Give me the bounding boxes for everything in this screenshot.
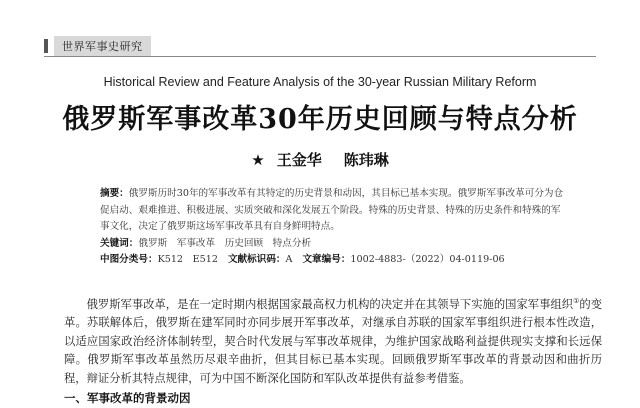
clc-value: K512 E512 bbox=[157, 254, 218, 265]
doc-code-label: 文献标识码： bbox=[227, 254, 286, 265]
clc-label: 中图分类号： bbox=[100, 254, 158, 265]
body-paragraph bbox=[64, 292, 602, 388]
abstract-block bbox=[100, 186, 570, 269]
section-tag bbox=[44, 36, 151, 56]
body-text-part: 的变革。苏联解体后，俄罗斯在建军同时亦同步展开军事改革，对继承自苏联的国家军事组织进行根本性改造，以适应国家政治经济体制转型，契合时代发展与军事改革规律，为维护国家战略利益提供现实支撑和长远保障。俄罗斯军事改革虽然历尽艰辛曲折，但其目标已基本实现。回顾俄罗斯军事改革的背景动因和曲折历程，辩证分析其特点规律，可为中国不断深化国防和军队改革提供有益参考借鉴。 bbox=[64, 297, 602, 385]
doc-code-value: A bbox=[285, 254, 293, 265]
section-tag-bar bbox=[44, 39, 48, 53]
keywords-label: 关键词： bbox=[100, 237, 139, 249]
keywords-text: 俄罗斯 军事改革 历史回顾 特点分析 bbox=[138, 237, 312, 249]
header-rule bbox=[44, 56, 596, 57]
classification bbox=[100, 252, 570, 269]
english-title: Historical Review and Feature Analysis of the 30-year Russian Military Reform bbox=[103, 75, 537, 89]
abstract-text: 俄罗斯历时30年的军事改革有其特定的历史背景和动因，其目标已基本实现。俄罗斯军事改革可分为仓促启动、艰难推进、积极进展、实质突破和深化发展五个阶段。特殊的历史背景、特殊的历史条件和特殊的军事文化，决定了俄罗斯这场军事改革具有自身鲜明特点。 bbox=[100, 188, 564, 232]
authors bbox=[0, 149, 640, 170]
body-text-part: 俄罗斯军事改革，是在一定时期内根据国家最高权力机构的决定并在其领导下实施的国家军事组织 bbox=[86, 297, 574, 311]
abstract bbox=[100, 186, 570, 236]
article-number-label: 文章编号： bbox=[302, 254, 351, 265]
footnote-marker: ① bbox=[573, 297, 580, 305]
article-number-value: 1002-4883-（2022）04-0119-06 bbox=[350, 254, 505, 265]
chinese-title: 俄罗斯军事改革30年历史回顾与特点分析 bbox=[62, 104, 578, 135]
star-icon: ★ bbox=[251, 151, 265, 169]
abstract-label: 摘要： bbox=[100, 188, 129, 199]
section-tag-label: 世界军事史研究 bbox=[54, 36, 151, 56]
section-heading: 一、军事改革的背景动因 bbox=[64, 391, 191, 405]
author-name: 王金华 bbox=[276, 151, 322, 169]
keywords bbox=[100, 236, 570, 253]
author-name: 陈玮琳 bbox=[343, 151, 389, 169]
